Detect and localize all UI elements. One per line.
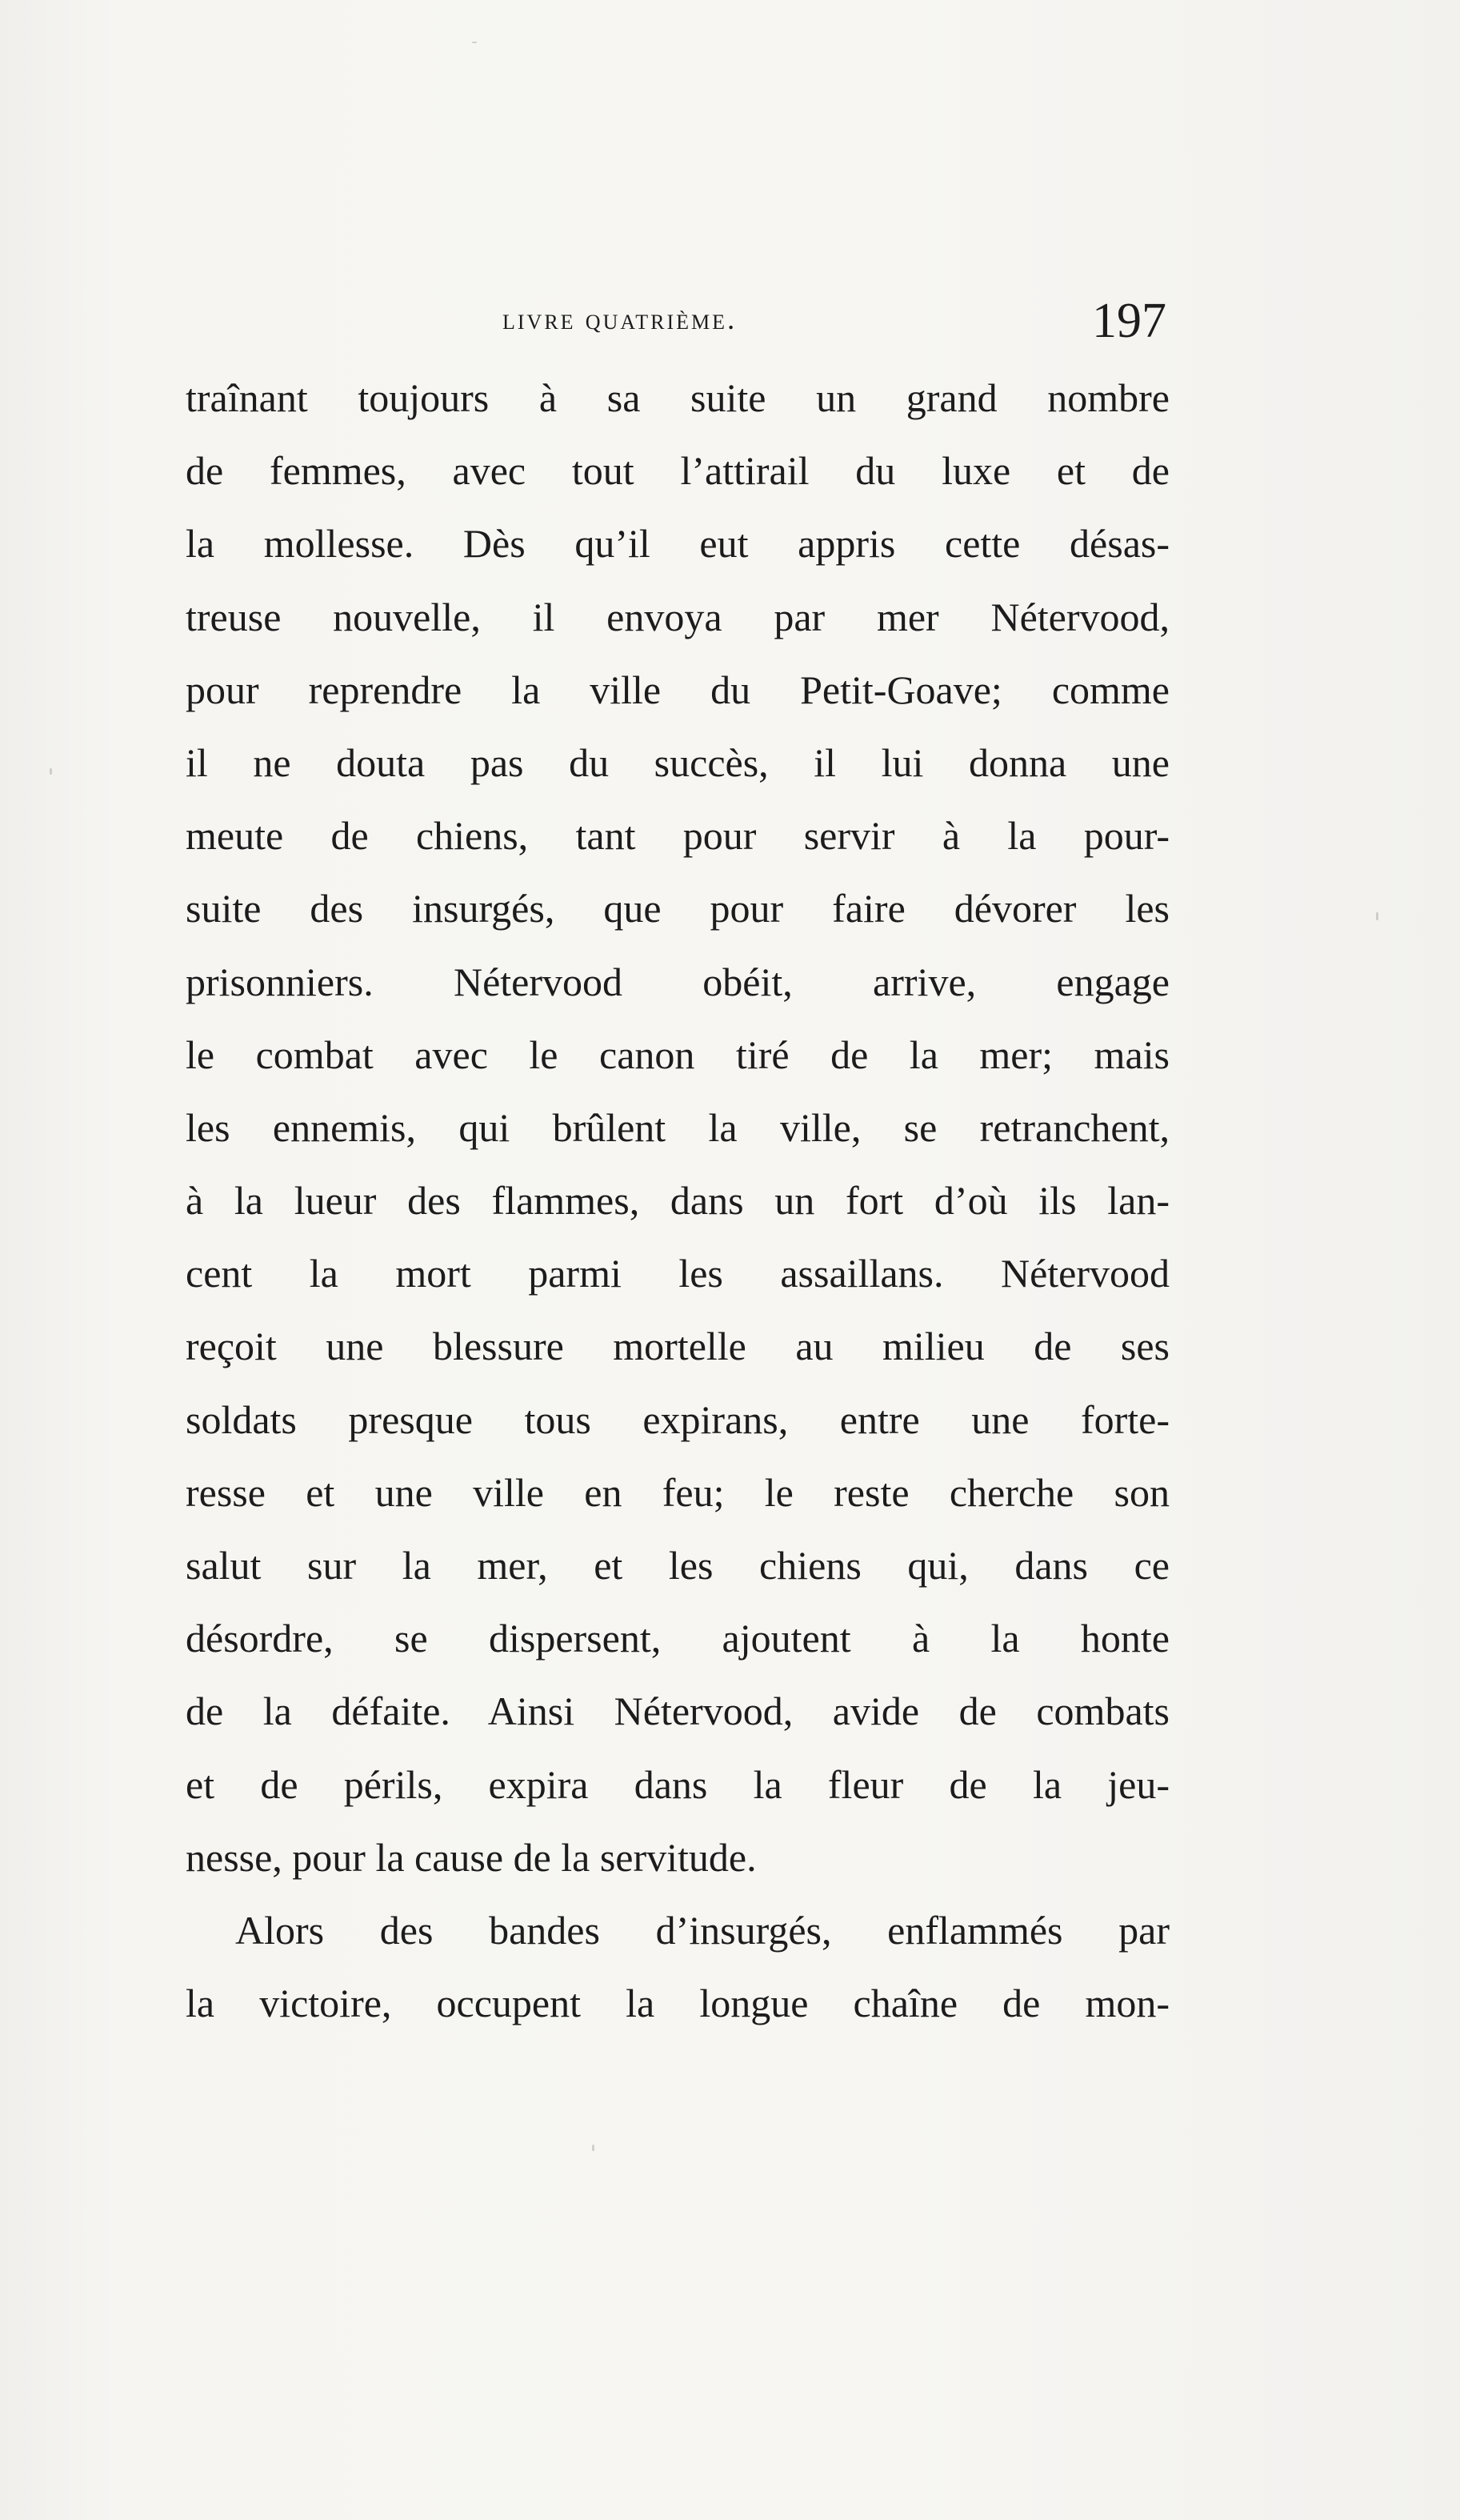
text-line: soldats presque tous expirans, entre une forte-	[186, 1396, 1170, 1442]
body-text	[186, 362, 1170, 2040]
text-line: le combat avec le canon tiré de la mer; mais	[186, 1032, 1170, 1077]
text-line: la victoire, occupent la longue chaîne de mon-	[186, 1981, 1170, 2026]
text-line: la mollesse. Dès qu’il eut appris cette désas-	[186, 521, 1170, 567]
paper-speck	[1376, 912, 1378, 920]
page-number: 197	[1092, 294, 1166, 348]
text-line: suite des insurgés, que pour faire dévorer les	[186, 886, 1170, 931]
text-line: les ennemis, qui brûlent la ville, se retranchent,	[186, 1104, 1170, 1150]
text-line: traînant toujours à sa suite un grand nombre	[186, 375, 1170, 420]
text-line: resse et une ville en feu; le reste cherche son	[186, 1469, 1170, 1515]
text-line: pour reprendre la ville du Petit-Goave; comme	[186, 667, 1170, 712]
text-line: de femmes, avec tout l’attirail du luxe et de	[186, 448, 1170, 494]
text-line: et de périls, expira dans la fleur de la jeu-	[186, 1761, 1170, 1807]
text-line: prisonniers. Nétervood obéit, arrive, engage	[186, 959, 1170, 1004]
paragraph-start-line: Alors des bandes d’insurgés, enflammés par	[235, 1907, 1170, 1953]
text-line: de la défaite. Ainsi Nétervood, avide de combats	[186, 1689, 1170, 1734]
paper-speck	[472, 42, 477, 43]
running-title: livre quatrième.	[502, 303, 738, 336]
text-line: treuse nouvelle, il envoya par mer Nétervood,	[186, 594, 1170, 639]
text-line: meute de chiens, tant pour servir à la pour-	[186, 813, 1170, 859]
text-line: reçoit une blessure mortelle au milieu de ses	[186, 1324, 1170, 1369]
paper-speck	[50, 768, 52, 775]
text-line: salut sur la mer, et les chiens qui, dans ce	[186, 1543, 1170, 1588]
page-header	[186, 296, 1170, 352]
text-line: désordre, se dispersent, ajoutent à la honte	[186, 1616, 1170, 1661]
text-line: il ne douta pas du succès, il lui donna une	[186, 739, 1170, 785]
text-line: à la lueur des flammes, dans un fort d’où ils lan-	[186, 1178, 1170, 1224]
paper-speck	[592, 2145, 594, 2151]
text-line: nesse, pour la cause de la servitude.	[186, 1834, 757, 1880]
text-line: cent la mort parmi les assaillans. Nétervood	[186, 1251, 1170, 1296]
